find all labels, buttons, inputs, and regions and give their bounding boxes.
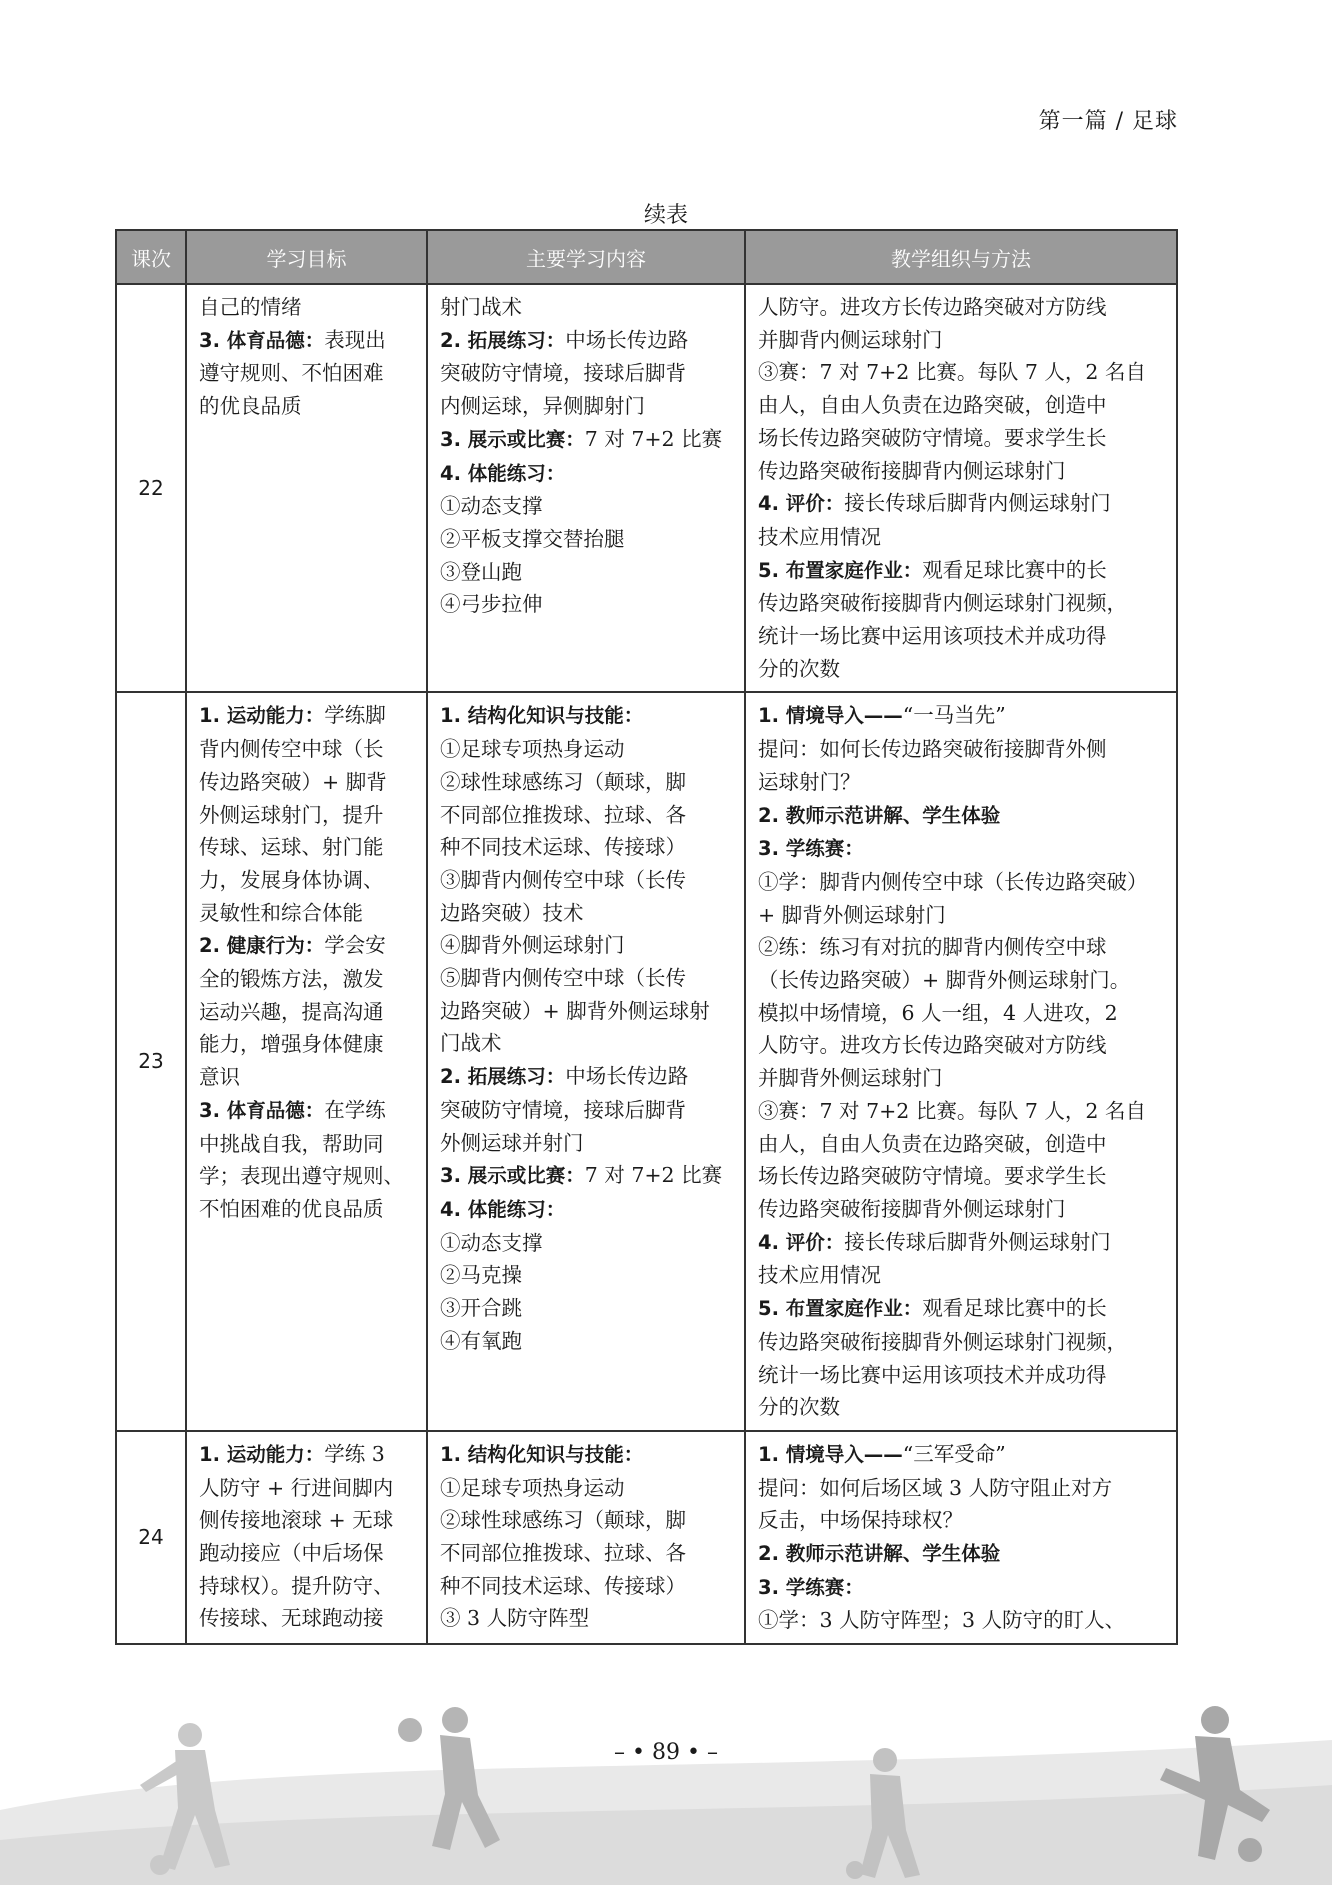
text-line <box>758 1438 1166 1472</box>
table-row <box>116 1431 1177 1644</box>
line-heading: 4. 评价： <box>758 492 845 516</box>
text-line <box>758 487 1166 521</box>
line-text: ②练：练习有对抗的脚背内侧传空中球 <box>758 935 1107 960</box>
line-text: 灵敏性和综合体能 <box>199 900 363 925</box>
text-line <box>758 1359 1166 1392</box>
line-text: ②球性球感练习（颠球，脚 <box>440 769 686 794</box>
line-heading: 4. 评价： <box>758 1230 845 1254</box>
text-line <box>440 995 734 1028</box>
line-text: 传边路突破衔接脚背外侧运球射门 <box>758 1196 1066 1221</box>
text-line <box>199 1061 416 1094</box>
line-heading: 3. 体育品德： <box>199 1098 325 1122</box>
text-line <box>199 324 416 358</box>
text-line <box>199 733 416 766</box>
text-line <box>758 964 1166 997</box>
line-text: 反击，中场保持球权？ <box>758 1508 963 1533</box>
line-text: 传边路突破衔接脚背外侧运球射门视频， <box>758 1329 1127 1354</box>
goals-cell <box>186 284 427 692</box>
line-text: 传球、运球、射门能 <box>199 835 384 860</box>
line-text: 不同部位推拨球、拉球、各 <box>440 1541 686 1566</box>
line-text: 并脚背内侧运球射门 <box>758 327 943 352</box>
line-heading: 1. 运动能力： <box>199 1442 325 1466</box>
table-caption: 续表 <box>643 203 688 228</box>
text-line <box>758 653 1166 686</box>
line-text: + 脚背外侧运球射门 <box>758 902 946 927</box>
text-line <box>758 997 1166 1030</box>
line-text: ③赛：7 对 7+2 比赛。每队 7 人，2 名自 <box>758 360 1146 385</box>
text-line <box>758 291 1166 324</box>
line-text: ③脚背内侧传空中球（长传 <box>440 867 686 892</box>
text-line <box>758 554 1166 588</box>
text-line <box>199 1094 416 1128</box>
line-heading: 1. 情境导入—— <box>758 704 903 728</box>
line-text: 由人，自由人负责在边路突破，创造中 <box>758 1131 1107 1156</box>
text-line <box>758 1095 1166 1128</box>
line-heading: 1. 情境导入—— <box>758 1442 903 1466</box>
line-text: 传接球、无球跑动接 <box>199 1606 384 1631</box>
line-text: 观看足球比赛中的长 <box>922 1296 1107 1321</box>
line-text: 自己的情绪 <box>199 295 302 319</box>
line-heading: 1. 结构化知识与技能： <box>440 704 644 728</box>
section-title: 第一篇 / 足球 <box>1038 109 1178 134</box>
line-text: 射门战术 <box>440 295 522 319</box>
line-text: 提问：如何后场区域 3 人防守阻止对方 <box>758 1475 1113 1500</box>
line-text: ④脚背外侧运球射门 <box>440 933 625 958</box>
text-line <box>440 831 734 864</box>
text-line <box>199 291 416 324</box>
lesson-number: 22 <box>116 284 186 692</box>
text-line <box>440 423 734 457</box>
text-line <box>758 389 1166 422</box>
text-line <box>758 1504 1166 1537</box>
line-text: ③开合跳 <box>440 1296 522 1321</box>
line-text: 种不同技术运球、传接球） <box>440 835 686 860</box>
text-line <box>758 1062 1166 1095</box>
content-cell <box>427 692 745 1430</box>
text-line <box>199 1570 416 1603</box>
line-heading: 3. 学练赛： <box>758 837 864 861</box>
content-cell <box>427 1431 745 1644</box>
text-line <box>199 357 416 390</box>
line-text: 传边路突破）+ 脚背 <box>199 769 387 794</box>
line-text: 人防守 + 行进间脚内 <box>199 1475 394 1500</box>
text-line <box>758 356 1166 389</box>
line-text: 传边路突破衔接脚背内侧运球射门视频， <box>758 591 1127 616</box>
text-line <box>199 1128 416 1161</box>
text-line <box>440 1094 734 1127</box>
line-text: 边路突破）技术 <box>440 900 584 925</box>
text-line <box>758 931 1166 964</box>
text-line <box>199 1028 416 1061</box>
text-line <box>440 523 734 556</box>
text-line <box>758 521 1166 554</box>
line-text: 边路突破）+ 脚背外侧运球射 <box>440 998 710 1023</box>
line-text: 学练 3 <box>324 1441 385 1466</box>
text-line <box>758 455 1166 488</box>
line-heading: 5. 布置家庭作业： <box>758 1297 923 1321</box>
line-text: ③赛：7 对 7+2 比赛。每队 7 人，2 名自 <box>758 1098 1146 1123</box>
line-text: 并脚背外侧运球射门 <box>758 1066 943 1091</box>
text-line <box>440 1537 734 1570</box>
text-line <box>199 963 416 996</box>
text-line <box>440 556 734 589</box>
line-text: ②平板支撑交替抬腿 <box>440 526 625 551</box>
text-line <box>758 1193 1166 1226</box>
text-line <box>440 897 734 930</box>
text-line <box>440 1292 734 1325</box>
line-text: ①动态支撑 <box>440 1230 543 1255</box>
text-line <box>440 864 734 897</box>
text-line <box>440 291 734 324</box>
table-row <box>116 284 1177 692</box>
text-line <box>440 357 734 390</box>
column-header-goals: 学习目标 <box>186 230 427 284</box>
column-header-lesson: 课次 <box>116 230 186 284</box>
line-text: 力，发展身体协调、 <box>199 867 384 892</box>
text-line <box>440 457 734 491</box>
line-text: ③登山跑 <box>440 559 522 584</box>
text-line <box>199 1504 416 1537</box>
line-text: “三军受命” <box>902 1441 1006 1466</box>
line-heading: 3. 体育品德： <box>199 328 325 352</box>
line-text: 接长传球后脚背内侧运球射门 <box>844 491 1111 516</box>
footer-decoration <box>0 1690 1332 1885</box>
text-line <box>199 1472 416 1505</box>
line-text: 突破防守情境，接球后脚背 <box>440 361 686 386</box>
lesson-number: 23 <box>116 692 186 1430</box>
line-text: 学练脚 <box>324 703 386 728</box>
text-line <box>440 1027 734 1060</box>
line-text: 由人，自由人负责在边路突破，创造中 <box>758 393 1107 418</box>
text-line <box>440 962 734 995</box>
text-line <box>758 1160 1166 1193</box>
line-text: ②马克操 <box>440 1263 522 1288</box>
text-line <box>440 1325 734 1358</box>
text-line <box>758 422 1166 455</box>
line-text: 意识 <box>199 1065 240 1090</box>
line-text: ①学：3 人防守阵型；3 人防守的盯人、 <box>758 1608 1126 1633</box>
text-line <box>440 1602 734 1635</box>
line-text: 传边路突破衔接脚背内侧运球射门 <box>758 458 1066 483</box>
line-text: 中场长传边路 <box>565 1064 689 1089</box>
line-heading: 1. 结构化知识与技能： <box>440 1442 644 1466</box>
page-number: – • 89 • – <box>614 1740 718 1765</box>
text-line <box>440 1570 734 1603</box>
line-text: 学；表现出遵守规则、 <box>199 1164 404 1189</box>
line-text: 分的次数 <box>758 656 840 681</box>
line-text: 运动兴趣，提高沟通 <box>199 999 384 1024</box>
line-text: 门战术 <box>440 1031 502 1056</box>
line-text: 外侧运球并射门 <box>440 1130 584 1155</box>
text-line <box>758 799 1166 833</box>
line-text: ④弓步拉伸 <box>440 592 543 617</box>
text-line <box>758 620 1166 653</box>
line-text: ①动态支撑 <box>440 494 543 519</box>
line-text: 观看足球比赛中的长 <box>922 557 1107 582</box>
text-line <box>758 587 1166 620</box>
text-line <box>440 324 734 358</box>
text-line <box>758 699 1166 733</box>
text-line <box>440 766 734 799</box>
line-text: 人防守。进攻方长传边路突破对方防线 <box>758 295 1107 319</box>
lesson-number: 24 <box>116 1431 186 1644</box>
line-text: 场长传边路突破防守情境。要求学生长 <box>758 1164 1107 1189</box>
text-line <box>758 1292 1166 1326</box>
text-line <box>199 1537 416 1570</box>
content-cell <box>427 284 745 692</box>
text-line <box>199 831 416 864</box>
text-line <box>199 1602 416 1635</box>
column-header-methods: 教学组织与方法 <box>745 230 1177 284</box>
text-line <box>440 390 734 423</box>
line-text: 学会安 <box>324 933 386 958</box>
line-text: 不怕困难的优良品质 <box>199 1196 384 1221</box>
text-line <box>440 1504 734 1537</box>
text-line <box>440 588 734 621</box>
line-text: 接长传球后脚背外侧运球射门 <box>844 1229 1111 1254</box>
line-text: 提问：如何长传边路突破衔接脚背外侧 <box>758 737 1107 762</box>
line-heading: 2. 健康行为： <box>199 934 325 958</box>
column-header-content: 主要学习内容 <box>427 230 745 284</box>
text-line <box>440 1438 734 1472</box>
text-line <box>199 1193 416 1226</box>
text-line <box>440 1472 734 1505</box>
text-line <box>440 699 734 733</box>
line-text: 跑动接应（中后场保 <box>199 1541 384 1566</box>
line-text: 在学练 <box>324 1097 386 1122</box>
line-text: 人防守。进攻方长传边路突破对方防线 <box>758 1033 1107 1058</box>
lesson-table <box>115 229 1178 1645</box>
line-text: 的优良品质 <box>199 394 302 419</box>
line-heading: 2. 教师示范讲解、学生体验 <box>758 1542 1001 1566</box>
line-heading: 3. 展示或比赛： <box>440 1164 585 1188</box>
text-line <box>758 1029 1166 1062</box>
text-line <box>758 1472 1166 1505</box>
line-text: ③ 3 人防守阵型 <box>440 1606 590 1631</box>
text-line <box>199 1160 416 1193</box>
text-line <box>758 832 1166 866</box>
line-text: 模拟中场情境，6 人一组，4 人进攻，2 <box>758 1000 1118 1025</box>
line-text: ①学：脚背内侧传空中球（长传边路突破） <box>758 869 1148 894</box>
line-text: 外侧运球射门，提升 <box>199 802 384 827</box>
text-line <box>758 1326 1166 1359</box>
line-heading: 2. 拓展练习： <box>440 328 566 352</box>
line-text: 场长传边路突破防守情境。要求学生长 <box>758 425 1107 450</box>
line-text: 7 对 7+2 比赛 <box>584 426 723 451</box>
line-heading: 2. 教师示范讲解、学生体验 <box>758 803 1001 827</box>
line-text: 中场长传边路 <box>565 327 689 352</box>
text-line <box>199 766 416 799</box>
line-text: 统计一场比赛中运用该项技术并成功得 <box>758 1362 1107 1387</box>
line-text: 背内侧传空中球（长 <box>199 737 384 762</box>
line-text: ②球性球感练习（颠球，脚 <box>440 1508 686 1533</box>
line-text: 不同部位推拨球、拉球、各 <box>440 802 686 827</box>
text-line <box>199 699 416 733</box>
text-line <box>758 1391 1166 1424</box>
line-text: 7 对 7+2 比赛 <box>584 1163 723 1188</box>
line-text: 突破防守情境，接球后脚背 <box>440 1097 686 1122</box>
line-text: 运球射门？ <box>758 769 861 794</box>
text-line <box>758 1128 1166 1161</box>
text-line <box>440 1060 734 1094</box>
text-line <box>758 1571 1166 1605</box>
table-header-row <box>116 230 1177 284</box>
table-row <box>116 692 1177 1430</box>
line-text: ①足球专项热身运动 <box>440 1475 625 1500</box>
text-line <box>758 1537 1166 1571</box>
line-text: ④有氧跑 <box>440 1328 522 1353</box>
text-line <box>758 1604 1166 1637</box>
text-line <box>440 1227 734 1260</box>
line-heading: 5. 布置家庭作业： <box>758 558 923 582</box>
text-line <box>199 390 416 423</box>
line-text: 持球权）。提升防守、 <box>199 1573 394 1598</box>
text-line <box>758 866 1166 899</box>
line-text: ⑤脚背内侧传空中球（长传 <box>440 966 686 991</box>
text-line <box>199 1438 416 1472</box>
goals-cell <box>186 692 427 1430</box>
methods-cell <box>745 1431 1177 1644</box>
line-heading: 2. 拓展练习： <box>440 1065 566 1089</box>
line-heading: 3. 学练赛： <box>758 1575 864 1599</box>
text-line <box>199 996 416 1029</box>
text-line <box>440 929 734 962</box>
line-heading: 4. 体能练习： <box>440 461 566 485</box>
line-heading: 4. 体能练习： <box>440 1197 566 1221</box>
line-text: 侧传接地滚球 + 无球 <box>199 1508 394 1533</box>
goals-cell <box>186 1431 427 1644</box>
methods-cell <box>745 284 1177 692</box>
line-text: 分的次数 <box>758 1395 840 1420</box>
text-line <box>440 799 734 832</box>
text-line <box>440 1127 734 1160</box>
line-text: （长传边路突破）+ 脚背外侧运球射门。 <box>758 968 1131 993</box>
line-text: 种不同技术运球、传接球） <box>440 1573 686 1598</box>
text-line <box>199 897 416 930</box>
text-line <box>758 899 1166 932</box>
line-text: ①足球专项热身运动 <box>440 737 625 762</box>
line-heading: 1. 运动能力： <box>199 704 325 728</box>
line-text: 统计一场比赛中运用该项技术并成功得 <box>758 624 1107 649</box>
text-line <box>758 733 1166 766</box>
line-text: 能力，增强身体健康 <box>199 1032 384 1057</box>
line-text: 全的锻炼方法，激发 <box>199 967 384 992</box>
text-line <box>758 1226 1166 1260</box>
line-text: 技术应用情况 <box>758 1263 881 1288</box>
line-text: “一马当先” <box>902 703 1006 728</box>
text-line <box>758 324 1166 357</box>
line-text: 表现出 <box>324 327 386 352</box>
text-line <box>199 799 416 832</box>
text-line <box>199 929 416 963</box>
line-text: 中挑战自我，帮助同 <box>199 1131 384 1156</box>
line-heading: 3. 展示或比赛： <box>440 427 585 451</box>
line-text: 遵守规则、不怕困难 <box>199 361 384 386</box>
methods-cell <box>745 692 1177 1430</box>
text-line <box>440 1259 734 1292</box>
text-line <box>440 1159 734 1193</box>
line-text: 技术应用情况 <box>758 524 881 549</box>
text-line <box>758 1259 1166 1292</box>
text-line <box>440 733 734 766</box>
line-text: 内侧运球，异侧脚射门 <box>440 394 645 419</box>
text-line <box>440 490 734 523</box>
text-line <box>199 864 416 897</box>
text-line <box>440 1193 734 1227</box>
text-line <box>758 766 1166 799</box>
